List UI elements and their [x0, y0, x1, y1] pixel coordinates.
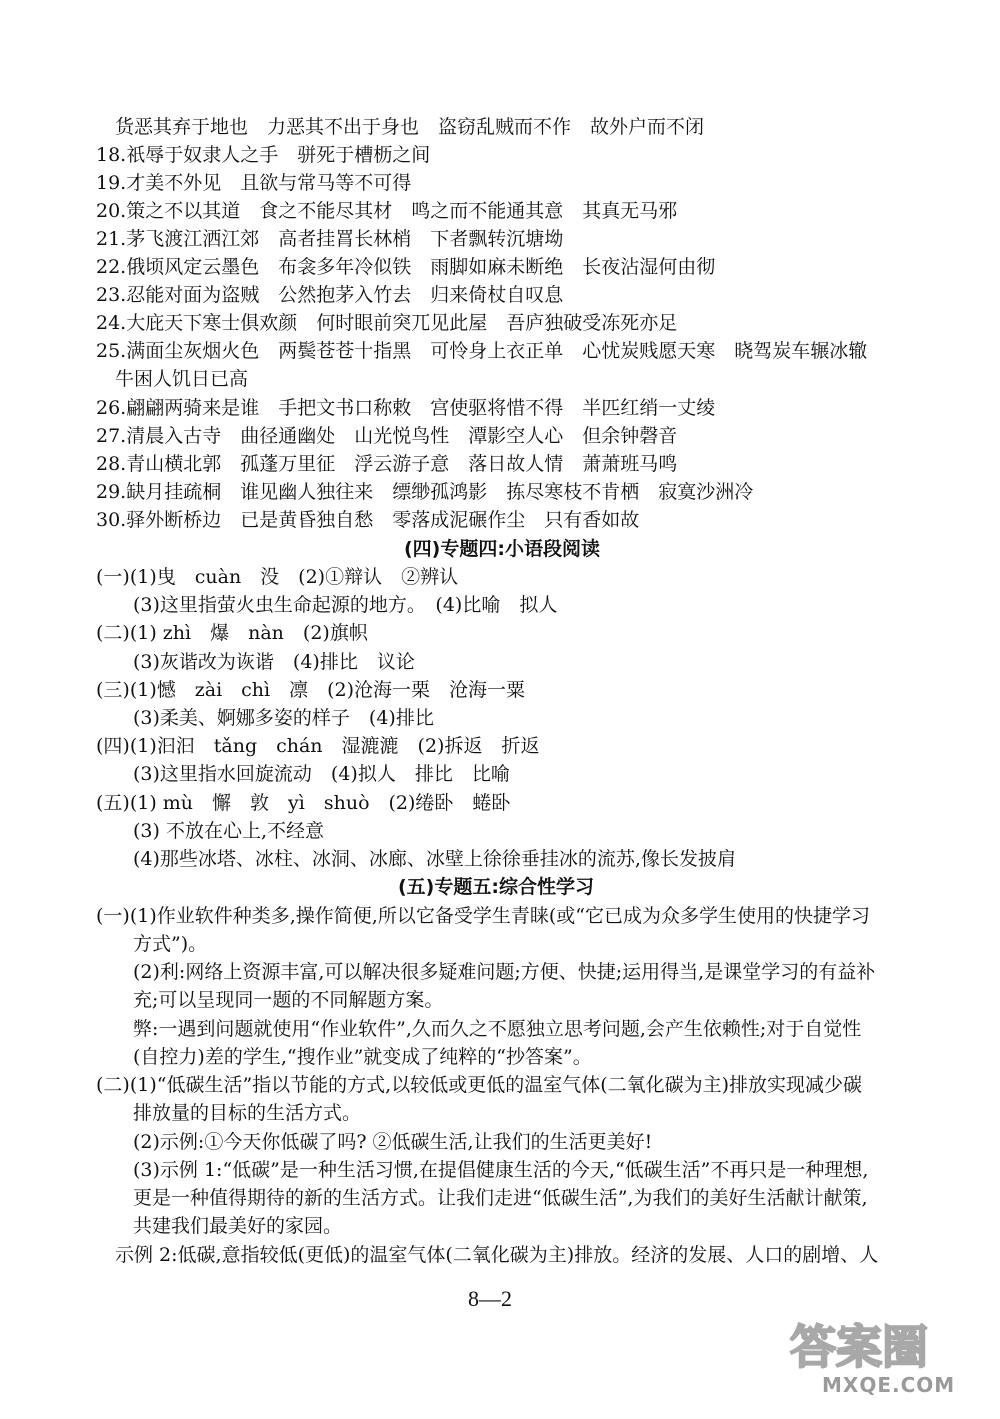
text-line: (4)那些冰塔、冰柱、冰洞、冰廊、冰壁上徐徐垂挂冰的流苏,像长发披肩 — [114, 848, 736, 870]
text-line: 21.茅飞渡江洒江郊 高者挂罥长林梢 下者飘转沉塘坳 — [96, 228, 564, 250]
text-line: (三)(1)憾 zài chì 凛 (2)沧海一栗 沧海一粟 — [96, 679, 526, 701]
text-line: 23.忍能对面为盗贼 公然抱茅入竹去 归来倚杖自叹息 — [96, 284, 564, 306]
text-line: 货恶其弃于地也 力恶其不出于身也 盗窃乱贼而不作 故外户而不闭 — [96, 116, 705, 138]
text-line: 27.清晨入古寺 曲径通幽处 山光悦鸟性 潭影空人心 但余钟磬音 — [96, 425, 678, 447]
text-line: 牛困人饥日已高 — [96, 368, 249, 390]
text-line: (自控力)差的学生,“搜作业”就变成了纯粹的“抄答案”。 — [114, 1046, 592, 1068]
text-line: (2)利:网络上资源丰富,可以解决很多疑难问题;方便、快捷;运用得当,是课堂学习的有益补 — [114, 961, 876, 983]
text-line: 更是一种值得期待的新的生活方式。让我们走进“低碳生活”,为我们的美好生活献计献策, — [114, 1187, 868, 1209]
text-line: 28.青山横北郭 孤蓬万里征 浮云游子意 落日故人情 萧萧班马鸣 — [96, 453, 678, 475]
watermark-text: MXQE.COM — [822, 1373, 956, 1397]
text-line: 18.祇辱于奴隶人之手 骈死于槽枥之间 — [96, 144, 431, 166]
text-line: 29.缺月挂疏桐 谁见幽人独往来 缥缈孤鸿影 拣尽寒枝不肯栖 寂寞沙洲冷 — [96, 481, 754, 503]
text-line: 示例 2:低碳,意指较低(更低)的温室气体(二氧化碳为主)排放。经济的发展、人口的剧增、人 — [96, 1244, 879, 1266]
text-line: 19.才美不外见 且欲与常马等不可得 — [96, 172, 412, 194]
text-line: (二)(1) zhì 爆 nàn (2)旗帜 — [96, 622, 368, 644]
text-line: (3) 不放在心上,不经意 — [114, 820, 324, 842]
page-number: 8—2 — [468, 1286, 512, 1311]
text-line: 20.策之不以其道 食之不能尽其材 鸣之而不能通其意 其真无马邪 — [96, 200, 678, 222]
text-line: 弊:一遇到问题就使用“作业软件”,久而久之不愿独立思考问题,会产生依赖性;对于自觉性 — [114, 1018, 862, 1040]
text-line: 排放量的目标的生活方式。 — [114, 1102, 362, 1124]
text-line: (3)示例 1:“低碳”是一种生活习惯,在提倡健康生活的今天,“低碳生活”不再只是一种理想, — [114, 1159, 869, 1181]
text-line: 22.俄顷风定云墨色 布衾多年冷似铁 雨脚如麻未断绝 长夜沾湿何由彻 — [96, 256, 716, 278]
section-heading: (四)专题四:小语段阅读 — [404, 538, 600, 560]
text-line: 25.满面尘灰烟火色 两鬓苍苍十指黑 可怜身上衣正单 心忧炭贱愿天寒 晓驾炭车辗冰辙 — [96, 340, 868, 362]
watermark-logo — [782, 1311, 982, 1411]
text-line: 30.驿外断桥边 已是黄昏独自愁 零落成泥碾作尘 只有香如故 — [96, 509, 640, 531]
text-line: (3)柔美、婀娜多姿的样子 (4)排比 — [114, 707, 434, 729]
text-line: (3)这里指萤火虫生命起源的地方。 (4)比喻 拟人 — [114, 594, 558, 616]
text-line: 方式”)。 — [114, 933, 208, 955]
text-line: (五)(1) mù 懈 敦 yì shuò (2)绻卧 蜷卧 — [96, 792, 511, 814]
text-line: (2)示例:①今天你低碳了吗? ②低碳生活,让我们的生活更美好! — [114, 1131, 653, 1153]
text-line: (一)(1)作业软件种类多,操作简便,所以它备受学生青睐(或“它已成为众多学生使用的快捷学习 — [96, 905, 870, 927]
text-line: (二)(1)“低碳生活”指以节能的方式,以较低或更低的温室气体(二氧化碳为主)排放实现减少碳 — [96, 1074, 863, 1096]
text-line: (一)(1)曳 cuàn 没 (2)①辩认 ②辨认 — [96, 566, 459, 588]
text-line: 24.大庇天下寒士俱欢颜 何时眼前突兀见此屋 吾庐独破受冻死亦足 — [96, 312, 678, 334]
text-line: (四)(1)汩汩 tǎng chán 湿漉漉 (2)拆返 折返 — [96, 735, 540, 757]
text-line: 26.翩翩两骑来是谁 手把文书口称敕 宫使驱将惜不得 半匹红绡一丈绫 — [96, 397, 716, 419]
watermark-glyphs: 答案圈 — [790, 1320, 928, 1374]
text-line: (3)灰谐改为诙谐 (4)排比 议论 — [114, 651, 415, 673]
text-line: 充;可以呈现同一题的不同解题方案。 — [114, 989, 444, 1011]
text-line: 共建我们最美好的家园。 — [114, 1215, 343, 1237]
section-heading: (五)专题五:综合性学习 — [398, 876, 594, 898]
text-line: (3)这里指水回旋流动 (4)拟人 排比 比喻 — [114, 763, 510, 785]
